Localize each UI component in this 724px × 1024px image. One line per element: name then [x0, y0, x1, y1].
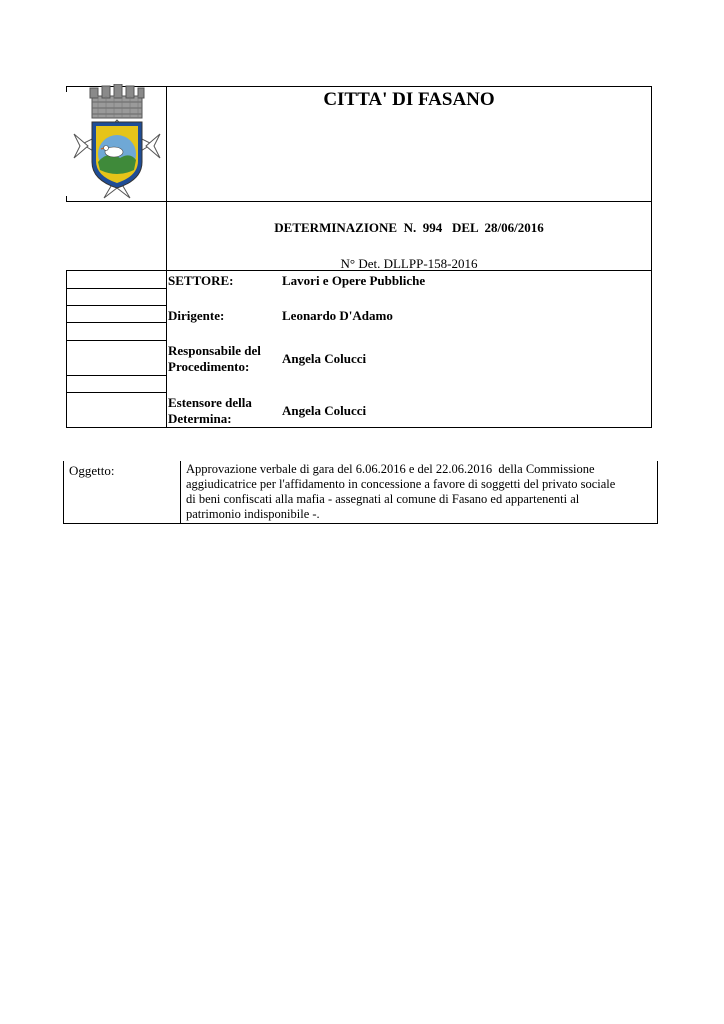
subject-text: Approvazione verbale di gara del 6.06.2016 e del 22.06.2016 della Commissione aggiudicatrice per l'affidamento in concessione a favore di soggetti del privato sociale di beni confiscati alla mafia - assegnati al comune di Fasano ed appartenenti al patrimonio indisponibile -.: [186, 462, 616, 521]
settore-value: Lavori e Opere Pubbliche: [282, 273, 426, 288]
determination-number: DETERMINAZIONE N. 994 DEL 28/06/2016: [274, 220, 544, 235]
city-title: CITTA' DI FASANO: [323, 89, 495, 110]
city-coat-of-arms: [68, 84, 166, 202]
estensore-value: Angela Colucci: [282, 403, 367, 418]
settore-label: SETTORE:: [168, 273, 234, 288]
subject-label: Oggetto:: [69, 463, 115, 478]
responsabile-value: Angela Colucci: [282, 351, 367, 366]
dirigente-value: Leonardo D'Adamo: [282, 308, 393, 323]
estensore-label: Estensore della Determina:: [168, 395, 252, 426]
responsabile-label: Responsabile del Procedimento:: [168, 343, 261, 374]
det-code: N° Det. DLLPP-158-2016: [340, 256, 478, 271]
dirigente-label: Dirigente:: [168, 308, 225, 323]
